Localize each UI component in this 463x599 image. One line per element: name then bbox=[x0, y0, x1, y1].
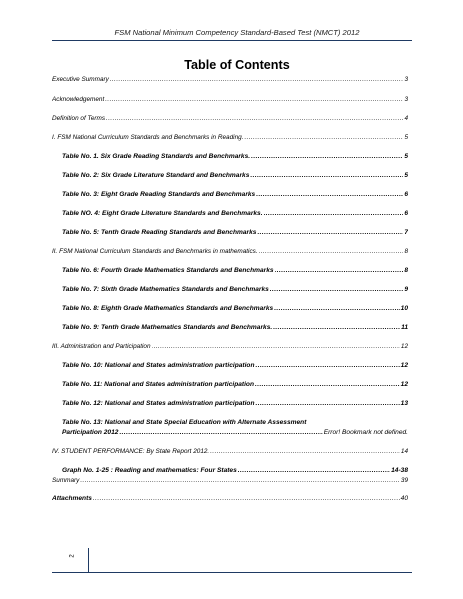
toc-entry-acknowledgement[interactable] bbox=[52, 96, 408, 103]
toc-entry-page: 5 bbox=[404, 153, 408, 160]
toc-section-mathematics[interactable] bbox=[52, 248, 408, 255]
toc-entry-label: Acknowledgement bbox=[52, 96, 105, 103]
dot-leader bbox=[238, 467, 390, 474]
toc-entry-page: 5 bbox=[404, 172, 408, 179]
toc-entry-label: Table No. 8: Eighth Grade Mathematics Standards and Benchmarks bbox=[62, 305, 274, 312]
toc-entry-definition-of-terms[interactable] bbox=[52, 115, 408, 122]
toc-entry-page: 39 bbox=[400, 477, 408, 484]
toc-entry-label: Table No. 6: Fourth Grade Mathematics Standards and Benchmarks bbox=[62, 267, 274, 274]
toc-entry-page: 13 bbox=[400, 400, 408, 407]
dot-leader bbox=[250, 172, 403, 179]
toc-entry-table-11[interactable] bbox=[62, 381, 408, 388]
dot-leader bbox=[257, 229, 403, 236]
toc-entry-table-8[interactable] bbox=[62, 305, 408, 312]
toc-entry-label: Table NO. 4: Eight Grade Literature Standards and Benchmarks. bbox=[62, 210, 263, 217]
dot-leader bbox=[106, 115, 403, 122]
toc-entry-table-4[interactable] bbox=[62, 210, 408, 217]
page-title: Table of Contents bbox=[184, 58, 290, 72]
toc-entry-label: Attachments bbox=[52, 495, 92, 502]
toc-entry-page: 12 bbox=[400, 343, 408, 350]
toc-entry-page: 9 bbox=[404, 286, 408, 293]
toc-entry-label: Table No. 9: Tenth Grade Mathematics Standards and Benchmarks. bbox=[62, 324, 273, 331]
toc-entry-label: IV. STUDENT PERFORMANCE: By State Report 2012. bbox=[52, 448, 210, 455]
toc-entry-attachments[interactable] bbox=[52, 495, 408, 502]
toc-entry-label: Participation 2012 bbox=[62, 429, 119, 436]
toc-entry-page: 12 bbox=[400, 362, 408, 369]
toc-entry-graph-1-25[interactable] bbox=[62, 467, 408, 474]
toc-entry-table-5[interactable] bbox=[62, 229, 408, 236]
dot-leader bbox=[264, 210, 404, 217]
toc-entry-label: Graph No. 1-25 : Reading and mathematics: Four States bbox=[62, 467, 237, 474]
toc-entry-table-6[interactable] bbox=[62, 267, 408, 274]
toc-entry-table-10[interactable] bbox=[62, 362, 408, 369]
dot-leader bbox=[110, 76, 404, 83]
dot-leader bbox=[119, 429, 322, 436]
dot-leader bbox=[93, 495, 400, 502]
toc-entry-page: 14-38 bbox=[391, 467, 408, 474]
toc-entry-table-9[interactable] bbox=[62, 324, 408, 331]
toc-entry-page: 5 bbox=[404, 134, 408, 141]
toc-entry-label: Table No. 11: National and States administration participation bbox=[62, 381, 254, 388]
toc-entry-table-2[interactable] bbox=[62, 172, 408, 179]
toc-entry-page: 3 bbox=[404, 76, 408, 83]
toc-section-administration[interactable] bbox=[52, 343, 408, 350]
toc-entry-table-1[interactable] bbox=[62, 153, 408, 160]
toc-entry-page: 10 bbox=[400, 305, 408, 312]
toc-entry-label: Table No. 1. Six Grade Reading Standards and Benchmarks. bbox=[62, 153, 251, 160]
dot-leader bbox=[256, 191, 403, 198]
dot-leader bbox=[274, 305, 399, 312]
dot-leader bbox=[251, 153, 403, 160]
toc-entry-label: Definition of Terms bbox=[52, 115, 106, 122]
toc-entry-label: Table No. 3: Eight Grade Reading Standards and Benchmarks bbox=[62, 191, 256, 198]
toc-entry-page: 40 bbox=[400, 495, 408, 502]
toc-entry-page: 14 bbox=[400, 448, 408, 455]
toc-entry-label: Table No. 10: National and States administration participation bbox=[62, 362, 255, 369]
toc-entry-table-3[interactable] bbox=[62, 191, 408, 198]
toc-entry-label: Table No. 5: Tenth Grade Reading Standards and Benchmarks bbox=[62, 229, 257, 236]
page-header: FSM National Minimum Competency Standard-Based Test (NMCT) 2012 bbox=[114, 28, 360, 37]
toc-entry-page: 11 bbox=[401, 324, 408, 331]
toc-entry-page: 8 bbox=[404, 248, 408, 255]
dot-leader bbox=[270, 286, 404, 293]
dot-leader bbox=[255, 362, 399, 369]
toc-entry-page: 4 bbox=[404, 115, 408, 122]
dot-leader bbox=[259, 248, 404, 255]
toc-entry-page: Error! Bookmark not defined. bbox=[323, 429, 408, 436]
dot-leader bbox=[152, 343, 400, 350]
footer-vertical-rule bbox=[88, 548, 89, 572]
toc-entry-label: III. Administration and Participation bbox=[52, 343, 151, 350]
toc-section-student-performance[interactable] bbox=[52, 448, 408, 455]
toc-entry-label: Table No. 7: Sixth Grade Mathematics Standards and Benchmarks bbox=[62, 286, 269, 293]
dot-leader bbox=[273, 324, 400, 331]
dot-leader bbox=[255, 381, 400, 388]
dot-leader bbox=[105, 96, 403, 103]
dot-leader bbox=[210, 448, 400, 455]
toc-entry-summary[interactable] bbox=[52, 477, 408, 484]
toc-entry-label: I. FSM National Curriculum Standards and Benchmarks in Reading. bbox=[52, 134, 244, 141]
page-number: 2 bbox=[69, 554, 76, 558]
toc-entry-label: Executive Summary bbox=[52, 76, 109, 83]
toc-entry-table-13-line1[interactable]: Table No. 13: National and State Special Education with Alternate Assessment bbox=[62, 419, 307, 426]
toc-entry-label: Table No. 2: Six Grade Literature Standard and Benchmarks bbox=[62, 172, 250, 179]
toc-entry-page: 6 bbox=[404, 210, 408, 217]
toc-entry-page: 6 bbox=[404, 191, 408, 198]
toc-entry-label: Summary bbox=[52, 477, 80, 484]
dot-leader bbox=[255, 400, 399, 407]
toc-entry-table-7[interactable] bbox=[62, 286, 408, 293]
toc-entry-table-12[interactable] bbox=[62, 400, 408, 407]
footer-horizontal-rule bbox=[52, 572, 412, 573]
dot-leader bbox=[275, 267, 404, 274]
toc-entry-label: Table No. 12: National and States administration participation bbox=[62, 400, 255, 407]
toc-entry-executive-summary[interactable] bbox=[52, 76, 408, 83]
toc-section-reading[interactable] bbox=[52, 134, 408, 141]
toc-entry-label: II. FSM National Curriculum Standards and Benchmarks in mathematics. bbox=[52, 248, 258, 255]
toc-entry-page: 8 bbox=[404, 267, 408, 274]
dot-leader bbox=[80, 477, 400, 484]
header-divider bbox=[52, 40, 412, 41]
toc-entry-page: 3 bbox=[404, 96, 408, 103]
dot-leader bbox=[244, 134, 403, 141]
toc-entry-table-13[interactable] bbox=[62, 429, 408, 436]
toc-entry-page: 7 bbox=[404, 229, 408, 236]
toc-entry-page: 12 bbox=[400, 381, 408, 388]
